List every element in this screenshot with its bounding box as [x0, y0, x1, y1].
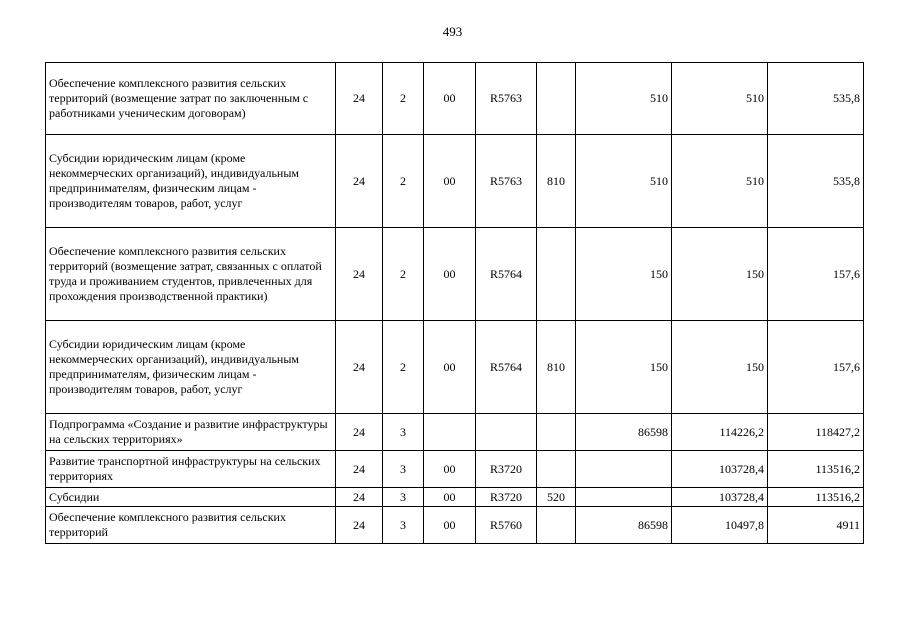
value-3: 113516,2 [768, 451, 864, 488]
measure-code: 00 [424, 488, 476, 507]
measure-code: 00 [424, 321, 476, 414]
value-2: 150 [672, 228, 768, 321]
row-name: Обеспечение комплексного развития сельских территорий [46, 507, 336, 544]
value-1 [576, 488, 672, 507]
value-2: 114226,2 [672, 414, 768, 451]
subprogram-code: 3 [383, 414, 424, 451]
value-2: 10497,8 [672, 507, 768, 544]
program-code: 24 [336, 228, 383, 321]
measure-code: 00 [424, 228, 476, 321]
value-3: 118427,2 [768, 414, 864, 451]
program-code: 24 [336, 414, 383, 451]
value-1: 150 [576, 321, 672, 414]
expense-type-code: 810 [537, 135, 576, 228]
value-3: 113516,2 [768, 488, 864, 507]
table-row [46, 228, 864, 321]
subprogram-code: 2 [383, 135, 424, 228]
subprogram-code: 3 [383, 488, 424, 507]
value-1: 510 [576, 63, 672, 135]
value-2: 103728,4 [672, 451, 768, 488]
table-row [46, 135, 864, 228]
measure-code: 00 [424, 507, 476, 544]
direction-code: R5764 [476, 321, 537, 414]
table-row [46, 63, 864, 135]
direction-code: R5763 [476, 63, 537, 135]
subprogram-code: 2 [383, 228, 424, 321]
budget-table [45, 62, 864, 544]
subprogram-code: 2 [383, 321, 424, 414]
value-2: 150 [672, 321, 768, 414]
direction-code: R3720 [476, 488, 537, 507]
expense-type-code [537, 228, 576, 321]
value-2: 510 [672, 63, 768, 135]
expense-type-code [537, 451, 576, 488]
program-code: 24 [336, 135, 383, 228]
direction-code [476, 414, 537, 451]
row-name: Субсидии [46, 488, 336, 507]
table-row [46, 321, 864, 414]
expense-type-code [537, 507, 576, 544]
row-name: Субсидии юридическим лицам (кроме некоммерческих организаций), индивидуальным предпринимателям, физическим лицам - производителям товаров, работ, услуг [46, 321, 336, 414]
program-code: 24 [336, 451, 383, 488]
expense-type-code [537, 63, 576, 135]
value-3: 157,6 [768, 228, 864, 321]
value-2: 103728,4 [672, 488, 768, 507]
table-row [46, 451, 864, 488]
value-3: 157,6 [768, 321, 864, 414]
row-name: Подпрограмма «Создание и развитие инфраструктуры на сельских территориях» [46, 414, 336, 451]
table-row [46, 414, 864, 451]
subprogram-code: 2 [383, 63, 424, 135]
direction-code: R5760 [476, 507, 537, 544]
expense-type-code [537, 414, 576, 451]
row-name: Субсидии юридическим лицам (кроме некоммерческих организаций), индивидуальным предпринимателям, физическим лицам - производителям товаров, работ, услуг [46, 135, 336, 228]
value-1: 86598 [576, 507, 672, 544]
program-code: 24 [336, 63, 383, 135]
table-row [46, 507, 864, 544]
measure-code: 00 [424, 451, 476, 488]
measure-code [424, 414, 476, 451]
value-1 [576, 451, 672, 488]
value-1: 86598 [576, 414, 672, 451]
program-code: 24 [336, 321, 383, 414]
value-1: 150 [576, 228, 672, 321]
direction-code: R3720 [476, 451, 537, 488]
page-number: 493 [442, 24, 463, 39]
value-3: 4911 [768, 507, 864, 544]
measure-code: 00 [424, 135, 476, 228]
value-3: 535,8 [768, 135, 864, 228]
measure-code: 00 [424, 63, 476, 135]
value-3: 535,8 [768, 63, 864, 135]
program-code: 24 [336, 507, 383, 544]
table-row [46, 488, 864, 507]
value-2: 510 [672, 135, 768, 228]
row-name: Обеспечение комплексного развития сельских территорий (возмещение затрат, связанных с оплатой труда и проживанием студентов, привлеченных для прохождения производственной практики) [46, 228, 336, 321]
value-1: 510 [576, 135, 672, 228]
direction-code: R5763 [476, 135, 537, 228]
subprogram-code: 3 [383, 507, 424, 544]
row-name: Развитие транспортной инфраструктуры на сельских территориях [46, 451, 336, 488]
expense-type-code: 810 [537, 321, 576, 414]
subprogram-code: 3 [383, 451, 424, 488]
row-name: Обеспечение комплексного развития сельских территорий (возмещение затрат по заключенным с работниками ученическим договорам) [46, 63, 336, 135]
direction-code: R5764 [476, 228, 537, 321]
program-code: 24 [336, 488, 383, 507]
expense-type-code: 520 [537, 488, 576, 507]
